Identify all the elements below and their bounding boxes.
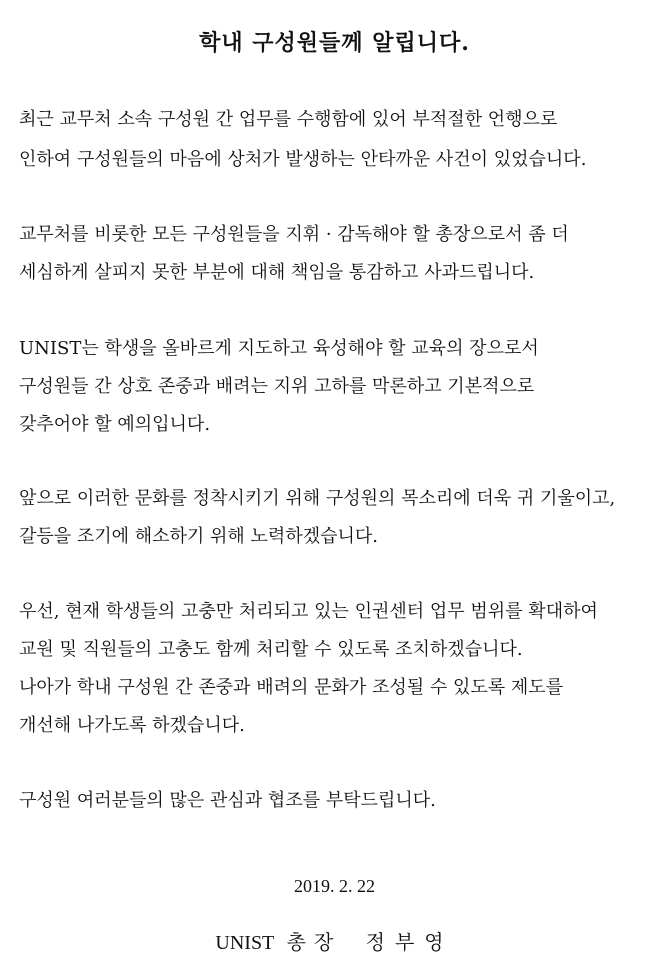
paragraph-5-line-3: 나아가 학내 구성원 간 존중과 배려의 문화가 조성될 수 있도록 제도를 <box>19 677 564 698</box>
paragraph-4-line-2: 갈등을 조기에 해소하기 위해 노력하겠습니다. <box>19 526 378 547</box>
paragraph-1-line-2: 인하여 구성원들의 마음에 상처가 발생하는 안타까운 사건이 있었습니다. <box>19 149 587 170</box>
paragraph-2-line-2: 세심하게 살피지 못한 부분에 대해 책임을 통감하고 사과드립니다. <box>19 262 535 283</box>
signature-block <box>0 926 669 955</box>
signature-role: 총장 <box>286 930 342 954</box>
paragraph-3-line-3: 갖추어야 할 예의입니다. <box>19 414 211 435</box>
signature-organization: UNIST <box>215 932 275 954</box>
paragraph-5-line-1: 우선, 현재 학생들의 고충만 처리되고 있는 인권센터 업무 범위를 확대하여 <box>19 601 598 622</box>
paragraph-4-line-1: 앞으로 이러한 문화를 정착시키기 위해 구성원의 목소리에 더욱 귀 기울이고, <box>19 488 616 509</box>
notice-title: 학내 구성원들께 알립니다. <box>199 30 470 56</box>
paragraph-3-line-2: 구성원들 간 상호 존중과 배려는 지위 고하를 막론하고 기본적으로 <box>19 376 535 397</box>
paragraph-3-line-1: UNIST는 학생을 올바르게 지도하고 육성해야 할 교육의 장으로서 <box>19 338 539 359</box>
paragraph-5-line-2: 교원 및 직원들의 고충도 함께 처리할 수 있도록 조치하겠습니다. <box>19 639 523 660</box>
paragraph-6-line-1: 구성원 여러분들의 많은 관심과 협조를 부탁드립니다. <box>19 790 436 811</box>
notice-date: 2019. 2. 22 <box>294 876 375 896</box>
paragraph-2-line-1: 교무처를 비롯한 모든 구성원들을 지휘 · 감독해야 할 총장으로서 좀 더 <box>19 224 569 245</box>
paragraph-5-line-4: 개선해 나가도록 하겠습니다. <box>19 715 245 736</box>
signature-name: 정부영 <box>365 930 454 954</box>
paragraph-1-line-1: 최근 교무처 소속 구성원 간 업무를 수행함에 있어 부적절한 언행으로 <box>19 109 558 130</box>
